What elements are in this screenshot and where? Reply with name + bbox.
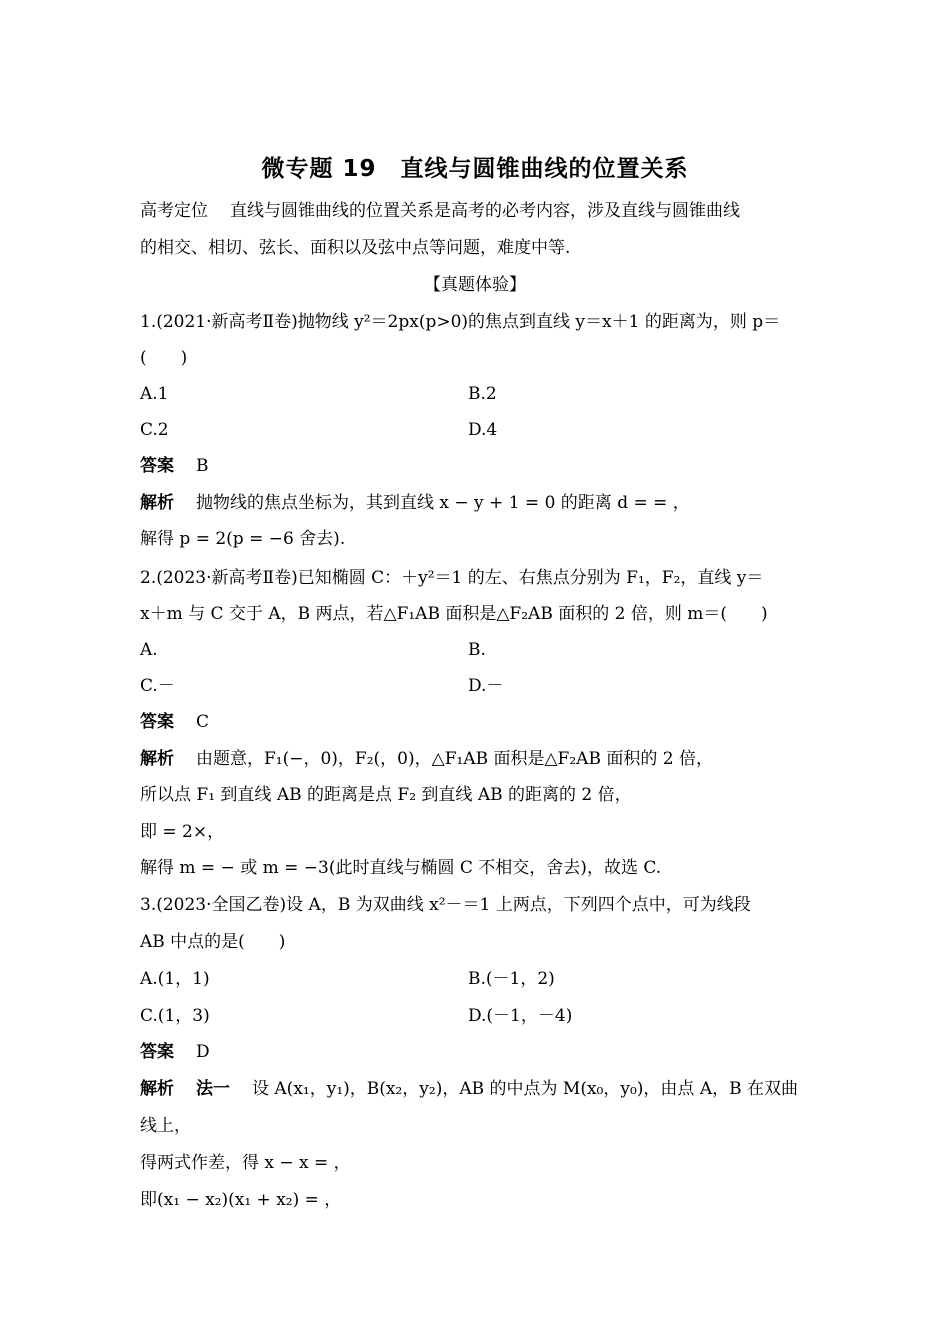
q2-analysis-line-4: 解得 m = − 或 m = −3(此时直线与椭圆 C 不相交，舍去)，故选 C. bbox=[140, 858, 662, 878]
q3-method-label: 法一 bbox=[196, 1079, 230, 1099]
q3-option-c: C.(1，3) bbox=[140, 1006, 210, 1026]
q3-answer-label: 答案 bbox=[140, 1042, 174, 1062]
q2-analysis-line-3: 即 = 2×， bbox=[140, 822, 225, 842]
intro-label: 高考定位 bbox=[140, 201, 208, 221]
q2-analysis-line-2: 所以点 F₁ 到直线 AB 的距离是点 F₂ 到直线 AB 的距离的 2 倍， bbox=[140, 785, 632, 805]
q2-analysis-line-1 bbox=[140, 747, 713, 771]
q3-answer-value: D bbox=[196, 1042, 210, 1062]
q3-analysis-line-1 bbox=[140, 1077, 798, 1101]
q3-stem-line-1: 3.(2023·全国乙卷)设 A，B 为双曲线 x²－＝1 上两点，下列四个点中，可为线段 bbox=[140, 895, 751, 915]
intro-line-1 bbox=[140, 199, 740, 223]
q3-analysis-line-4: 即(x₁ − x₂)(x₁ + x₂) = ， bbox=[140, 1190, 342, 1210]
q3-option-b: B.(－1，2) bbox=[468, 969, 555, 989]
q1-answer-value: B bbox=[196, 456, 209, 476]
q2-answer-label: 答案 bbox=[140, 712, 174, 732]
q3-option-a: A.(1，1) bbox=[140, 969, 210, 989]
q1-stem-line-2: ( ) bbox=[140, 348, 188, 368]
q2-analysis-label: 解析 bbox=[140, 749, 174, 769]
intro-text-1: 直线与圆锥曲线的位置关系是高考的必考内容，涉及直线与圆锥曲线 bbox=[230, 201, 740, 221]
page-title: 微专题 19 直线与圆锥曲线的位置关系 bbox=[261, 156, 689, 182]
q1-option-d: D.4 bbox=[468, 420, 498, 440]
q3-answer bbox=[140, 1040, 210, 1064]
q2-stem-line-1: 2.(2023·新高考Ⅱ卷)已知椭圆 C：＋y²＝1 的左、右焦点分别为 F₁，F₂，直线 y＝ bbox=[140, 568, 764, 588]
q1-analysis-line-2: 解得 p = 2(p = −6 舍去). bbox=[140, 529, 346, 549]
q1-analysis-label: 解析 bbox=[140, 493, 174, 513]
q2-option-c: C.－ bbox=[140, 676, 175, 696]
q1-stem-line-1: 1.(2021·新高考Ⅱ卷)抛物线 y²＝2px(p>0)的焦点到直线 y＝x＋1 的距离为，则 p＝ bbox=[140, 312, 781, 332]
q3-option-d: D.(－1，－4) bbox=[468, 1006, 573, 1026]
q3-analysis-text-1: 设 A(x₁，y₁)，B(x₂，y₂)，AB 的中点为 M(x₀，y₀)，由点 A，B 在双曲 bbox=[252, 1079, 798, 1099]
q1-answer bbox=[140, 454, 209, 478]
q1-option-c: C.2 bbox=[140, 420, 169, 440]
q3-stem-line-2: AB 中点的是( ) bbox=[140, 932, 286, 952]
q2-answer bbox=[140, 710, 209, 734]
q3-analysis-line-2: 线上， bbox=[140, 1116, 191, 1136]
q2-option-d: D.－ bbox=[468, 676, 504, 696]
q2-stem-line-2: x＋m 与 C 交于 A，B 两点，若△F₁AB 面积是△F₂AB 面积的 2 倍，则 m＝( ) bbox=[140, 604, 768, 624]
q2-analysis-text-1: 由题意，F₁(−，0)，F₂(，0)，△F₁AB 面积是△F₂AB 面积的 2 倍， bbox=[196, 749, 713, 769]
q2-option-b: B. bbox=[468, 640, 486, 660]
section-heading: 【真题体验】 bbox=[424, 275, 526, 295]
q2-option-a: A. bbox=[140, 640, 158, 660]
q1-answer-label: 答案 bbox=[140, 456, 174, 476]
q3-analysis-label: 解析 bbox=[140, 1079, 174, 1099]
q3-analysis-line-3: 得两式作差，得 x − x = ， bbox=[140, 1153, 351, 1173]
q1-option-a: A.1 bbox=[140, 384, 169, 404]
intro-line-2: 的相交、相切、弦长、面积以及弦中点等问题，难度中等. bbox=[140, 238, 571, 258]
q2-answer-value: C bbox=[196, 712, 210, 732]
q1-analysis-text-1: 抛物线的焦点坐标为，其到直线 x − y + 1 = 0 的距离 d = = ， bbox=[196, 493, 690, 513]
q1-option-b: B.2 bbox=[468, 384, 497, 404]
q1-analysis-line-1 bbox=[140, 491, 690, 515]
